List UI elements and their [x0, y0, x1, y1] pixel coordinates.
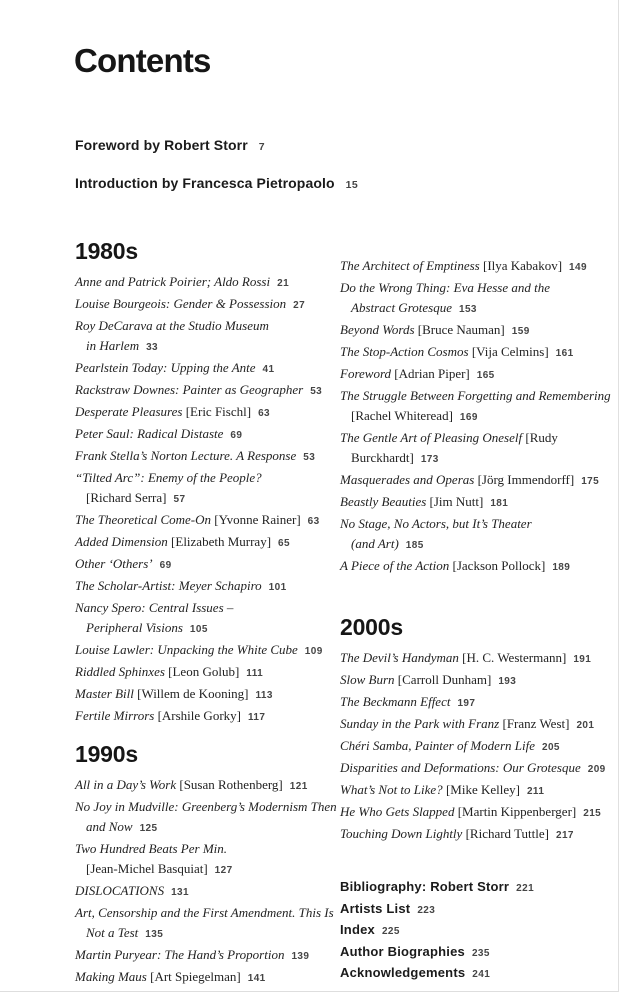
toc-entry-title: in Harlem [86, 338, 140, 353]
toc-entry-label: Acknowledgements [340, 965, 466, 980]
toc-entry [75, 706, 340, 728]
toc-entry [75, 380, 340, 402]
toc-entry-title: Pearlstein Today: Upping the Ante [75, 360, 256, 375]
toc-entry-name: [Rudy [525, 430, 558, 445]
toc-entry-line [75, 967, 340, 989]
toc-entry-line [75, 380, 340, 402]
toc-entry-line [340, 802, 602, 824]
toc-column-right [340, 238, 611, 989]
page-number: 235 [471, 947, 490, 959]
toc-entry-line [340, 670, 595, 692]
toc-entry-name: [Richard Serra] [86, 490, 167, 505]
page-number: 217 [556, 830, 574, 841]
front-matter-item [75, 137, 358, 155]
toc-entry-name: [Richard Tuttle] [465, 826, 549, 841]
toc-entry [340, 514, 595, 556]
toc-entry-name: [Vija Celmins] [471, 344, 549, 359]
toc-entry [75, 468, 340, 510]
toc-entry [75, 294, 340, 316]
section-heading-1980s: 1980s [75, 238, 138, 264]
toc-entry [75, 424, 340, 446]
toc-entry-title: No Stage, No Actors, but It’s Theater [340, 516, 532, 531]
page-number: 125 [139, 823, 158, 834]
toc-entry-line [75, 839, 340, 859]
toc-entry-line [340, 920, 595, 942]
page-number: 57 [173, 494, 186, 505]
toc-entry-line [75, 272, 340, 294]
toc-column-left [75, 238, 340, 989]
toc-entry-line [75, 923, 340, 945]
toc-entry-title: The Beckmann Effect [340, 694, 451, 709]
toc-entry-line [340, 877, 595, 899]
page-number: 223 [417, 904, 436, 916]
toc-entry-title: Not a Test [86, 925, 139, 940]
toc-entry [340, 342, 595, 364]
toc-entry [340, 963, 595, 985]
page-number: 135 [145, 929, 164, 940]
toc-entry-name: [Jörg Immendorff] [477, 472, 575, 487]
toc-entry-name: [Adrian Piper] [394, 366, 470, 381]
toc-section-2000s [340, 614, 606, 846]
toc-entry [340, 556, 595, 578]
toc-entry-line [340, 514, 595, 534]
toc-entry-line [75, 662, 340, 684]
toc-entry-title: Making Maus [75, 969, 151, 984]
toc-entry-title: The Theoretical Come-On [75, 512, 215, 527]
toc-entry-title: Sunday in the Park with Franz [340, 716, 503, 731]
toc-entry-line [75, 424, 340, 446]
toc-entry [340, 714, 595, 736]
toc-entry [75, 797, 340, 839]
toc-section-1990s [75, 741, 340, 989]
toc-entry [340, 428, 595, 470]
toc-entry-name: [Eric Fischl] [185, 404, 252, 419]
toc-entry-title: and Now [86, 819, 133, 834]
page-number: 211 [526, 786, 545, 797]
page-number: 63 [307, 516, 320, 527]
toc-entry-line [340, 278, 595, 298]
toc-entry [75, 598, 340, 640]
page-number: 193 [498, 676, 517, 687]
page-number: 189 [552, 562, 571, 573]
toc-entry [75, 576, 340, 598]
page-number: 121 [289, 781, 308, 792]
front-matter [75, 137, 358, 213]
page-number: 175 [581, 476, 600, 487]
toc-entry-line [75, 554, 340, 576]
section-heading-1990s: 1990s [75, 741, 138, 767]
toc-entry-line [340, 648, 595, 670]
toc-entry-label: Author Biographies [340, 943, 465, 959]
toc-entry [340, 692, 595, 714]
page-number: 209 [587, 764, 606, 775]
toc-entry [340, 256, 595, 278]
toc-entry-name: [Rachel Whiteread] [351, 408, 453, 423]
toc-entry-title: Peripheral Visions [86, 620, 183, 635]
toc-entry-line [340, 386, 611, 406]
toc-entry-title: Art, Censorship and the First Amendment. This Is [75, 905, 334, 920]
toc-entry-line [75, 706, 340, 728]
toc-entry-line [75, 510, 340, 532]
toc-entry-title: Disparities and Deformations: Our Grotesque [340, 760, 581, 775]
page-number: 161 [555, 348, 574, 359]
toc-entry-name: [Yvonne Rainer] [214, 512, 301, 527]
toc-entry-line [340, 556, 595, 578]
page-number: 65 [278, 538, 290, 549]
page-number: 205 [542, 742, 560, 753]
toc-entry-title: Rackstraw Downes: Painter as Geographer [75, 382, 304, 397]
toc-entry-title: Roy DeCarava at the Studio Museum [75, 318, 269, 333]
toc-entry-line [75, 488, 340, 510]
page-number: 127 [214, 865, 233, 876]
toc-entry [340, 899, 595, 921]
toc-entry-title: Foreword [340, 366, 395, 381]
toc-entry-name: [Willem de Kooning] [137, 686, 249, 701]
toc-entry-name: [Jackson Pollock] [452, 558, 546, 573]
toc-entry [340, 278, 595, 320]
page-number: 69 [159, 560, 172, 571]
toc-entry-name: [Art Spiegelman] [150, 969, 241, 984]
toc-entry-title: Masquerades and Operas [340, 472, 478, 487]
page-number: 101 [268, 582, 287, 593]
toc-entry [75, 316, 340, 358]
page-number: 113 [255, 690, 273, 701]
toc-entry [340, 824, 595, 846]
toc-entry-label: Artists List [340, 900, 411, 916]
toc-entry [75, 358, 340, 380]
toc-entry-line [75, 446, 340, 468]
toc-entry-title: Master Bill [75, 686, 138, 701]
toc-entry-title: Martin Puryear: The Hand’s Proportion [75, 947, 285, 962]
toc-entry [340, 758, 606, 780]
toc-entry-name: [Franz West] [502, 716, 570, 731]
toc-entry [75, 967, 340, 989]
toc-entry-line [75, 684, 340, 706]
toc-entry-title: The Stop-Action Cosmos [340, 344, 472, 359]
toc-entry-line [75, 402, 340, 424]
toc-entry-title: Riddled Sphinxes [75, 664, 169, 679]
toc-entry-title: He Who Gets Slapped [340, 804, 458, 819]
toc-entry [75, 532, 340, 554]
toc-entry-line [75, 797, 340, 817]
page-number: 173 [420, 454, 439, 465]
page-number: 169 [459, 412, 478, 423]
toc-entry-title: The Devil’s Handyman [340, 650, 463, 665]
toc-entry-line [340, 448, 595, 470]
toc-entry-title: Slow Burn [340, 672, 398, 687]
toc-entry [340, 492, 595, 514]
toc-entry [340, 780, 595, 802]
page-number: 215 [583, 808, 602, 819]
toc-entry-line [75, 618, 340, 640]
toc-entry-title: DISLOCATIONS [75, 883, 165, 898]
page-number: 225 [381, 926, 400, 937]
toc-entry-line [340, 364, 595, 386]
toc-entry-line [75, 576, 340, 598]
toc-entry-line [340, 492, 595, 514]
toc-entry [340, 920, 595, 942]
toc-entry [75, 272, 340, 294]
page-number: 15 [345, 179, 359, 191]
toc-entry-line [75, 903, 340, 923]
page-number: 111 [246, 668, 264, 679]
toc-entry-line [75, 598, 340, 618]
toc-section-backmatter [340, 877, 595, 985]
toc-columns [75, 238, 611, 989]
toc-entry-name: [Jean-Michel Basquiat] [86, 861, 208, 876]
toc-entry-title: Beastly Beauties [340, 494, 430, 509]
toc-entry-line [340, 342, 595, 364]
page-number: 241 [472, 969, 491, 980]
page-number: 165 [476, 370, 495, 381]
toc-entry-line [340, 963, 595, 985]
toc-entry-line [75, 316, 340, 336]
toc-entry [340, 320, 595, 342]
toc-entry [75, 662, 340, 684]
front-matter-label: Introduction by Francesca Pietropaolo [75, 175, 335, 191]
toc-entry-line [340, 320, 595, 342]
toc-entry-line [75, 881, 340, 903]
toc-entry-title: All in a Day’s Work [75, 777, 180, 792]
toc-entry-title: Desperate Pleasures [75, 404, 186, 419]
toc-entry-title: No Joy in Mudville: Greenberg’s Modernism Then [75, 799, 337, 814]
toc-entry [75, 684, 340, 706]
toc-entry-line [340, 714, 595, 736]
toc-entry-line [75, 817, 340, 839]
toc-entry-name: [Arshile Gorky] [157, 708, 241, 723]
toc-entry-line [75, 859, 340, 881]
toc-entry-name: [Leon Golub] [168, 664, 240, 679]
toc-entry-title: Anne and Patrick Poirier; Aldo Rossi [75, 274, 271, 289]
page-number: 197 [457, 698, 476, 709]
page-number: 69 [230, 430, 243, 441]
toc-entry-title: Added Dimension [75, 534, 172, 549]
toc-entry [340, 386, 611, 428]
toc-entry-name: [Susan Rothenberg] [179, 777, 283, 792]
toc-entry [75, 775, 340, 797]
toc-entry-title: Do the Wrong Thing: Eva Hesse and the [340, 280, 551, 295]
toc-entry-name: [Elizabeth Murray] [171, 534, 272, 549]
toc-entry-title: Louise Bourgeois: Gender & Possession [75, 296, 287, 311]
toc-entry-name: Burckhardt] [351, 450, 414, 465]
page-number: 185 [405, 540, 424, 551]
section-heading-2000s: 2000s [340, 614, 403, 640]
toc-entry [75, 510, 340, 532]
toc-entry-title: Louise Lawler: Unpacking the White Cube [75, 642, 298, 657]
toc-entry [75, 881, 340, 903]
page-title: Contents [74, 42, 211, 79]
toc-section-1980s [75, 238, 340, 728]
toc-entry-title: Peter Saul: Radical Distaste [75, 426, 224, 441]
page-number: 21 [277, 278, 290, 289]
toc-entry [75, 554, 340, 576]
front-matter-item [75, 175, 358, 193]
toc-entry [340, 364, 595, 386]
page-number: 181 [490, 498, 509, 509]
toc-entry-line [340, 534, 595, 556]
toc-entry-title: Frank Stella’s Norton Lecture. A Response [75, 448, 297, 463]
toc-entry-name: [Carroll Dunham] [397, 672, 492, 687]
toc-entry [340, 670, 595, 692]
toc-entry-line [340, 780, 595, 802]
page-number: 191 [573, 654, 592, 665]
page-number: 221 [516, 883, 535, 894]
page-number: 109 [304, 646, 323, 657]
page-number: 139 [291, 951, 310, 962]
toc-entry-label: Bibliography: Robert Storr [340, 879, 510, 894]
toc-entry-title: “Tilted Arc”: Enemy of the People? [75, 470, 262, 485]
toc-entry-line [340, 942, 595, 964]
page-number: 33 [146, 342, 159, 353]
toc-entry-title: Other ‘Others’ [75, 556, 153, 571]
toc-entry [75, 640, 340, 662]
page-number: 27 [293, 300, 306, 311]
page-number: 159 [511, 326, 530, 337]
toc-entry-title: The Struggle Between Forgetting and Remembering [340, 388, 611, 403]
toc-entry-title: Two Hundred Beats Per Min. [75, 841, 228, 856]
toc-entry-line [340, 470, 600, 492]
toc-entry [340, 648, 595, 670]
toc-entry-name: [Jim Nutt] [429, 494, 484, 509]
page-number: 117 [247, 712, 266, 723]
toc-entry [75, 945, 340, 967]
toc-entry-title: Chéri Samba, Painter of Modern Life [340, 738, 535, 753]
page-number: 63 [258, 408, 270, 419]
toc-entry-title: The Gentle Art of Pleasing Oneself [340, 430, 526, 445]
toc-entry-title: The Scholar-Artist: Meyer Schapiro [75, 578, 262, 593]
toc-entry-line [340, 406, 595, 428]
toc-entry-title: Abstract Grotesque [351, 300, 452, 315]
page-number: 149 [569, 262, 587, 273]
page-number: 153 [458, 304, 477, 315]
front-matter-label: Foreword by Robert Storr [75, 137, 248, 153]
toc-entry-title: Nancy Spero: Central Issues – [75, 600, 234, 615]
toc-entry-line [340, 758, 606, 780]
toc-entry-title: A Piece of the Action [340, 558, 453, 573]
toc-entry [340, 470, 600, 492]
toc-entry-title: Fertile Mirrors [75, 708, 158, 723]
toc-entry-line [340, 298, 595, 320]
toc-entry-title: (and Art) [351, 536, 399, 551]
toc-entry-line [75, 532, 340, 554]
page-number: 53 [303, 452, 316, 463]
toc-entry [340, 942, 595, 964]
toc-entry-title: What’s Not to Like? [340, 782, 446, 797]
toc-entry-line [75, 358, 340, 380]
toc-entry-title: Touching Down Lightly [340, 826, 466, 841]
toc-entry [340, 802, 602, 824]
toc-entry [75, 402, 340, 424]
toc-entry-line [340, 736, 595, 758]
page-number: 7 [258, 141, 265, 153]
toc-entry-name: [Mike Kelley] [445, 782, 520, 797]
toc-entry-line [75, 775, 340, 797]
toc-entry-line [340, 899, 595, 921]
page-number: 131 [171, 887, 189, 898]
toc-entry-line [75, 294, 340, 316]
toc-entry-line [340, 256, 595, 278]
toc-entry-line [75, 336, 340, 358]
toc-entry-line [340, 692, 595, 714]
toc-entry-line [75, 945, 340, 967]
toc-entry-line [75, 640, 340, 662]
toc-entry-title: The Architect of Emptiness [340, 258, 483, 273]
page-number: 201 [576, 720, 595, 731]
toc-entry-line [75, 468, 340, 488]
toc-entry [75, 446, 340, 468]
toc-entry [340, 877, 595, 899]
toc-entry-name: [Bruce Nauman] [417, 322, 505, 337]
toc-entry-line [340, 824, 595, 846]
toc-section-1990s-continued [340, 256, 611, 578]
toc-entry-line [340, 428, 595, 448]
page-number: 41 [262, 364, 275, 375]
toc-entry-label: Index [340, 922, 375, 937]
toc-entry-title: Beyond Words [340, 322, 418, 337]
page-number: 141 [247, 973, 266, 984]
toc-entry [340, 736, 595, 758]
toc-entry [75, 903, 340, 945]
toc-entry [75, 839, 340, 881]
toc-entry-name: [Martin Kippenberger] [457, 804, 577, 819]
toc-entry-name: [H. C. Westermann] [462, 650, 567, 665]
page-number: 105 [189, 624, 208, 635]
page-number: 53 [310, 386, 323, 397]
toc-entry-name: [Ilya Kabakov] [482, 258, 563, 273]
